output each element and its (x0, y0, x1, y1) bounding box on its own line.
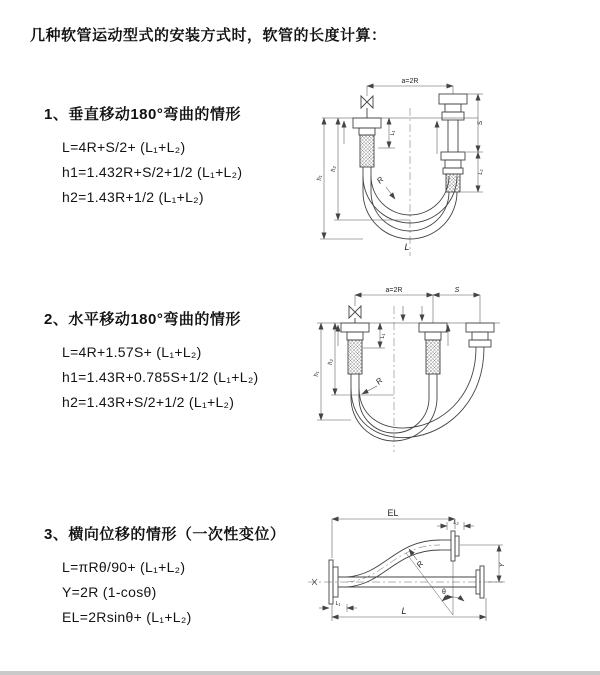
formula-y: Y=2R (1-cosθ) (62, 584, 157, 600)
middle-fitting (419, 323, 447, 332)
dim-label-s: S (477, 120, 484, 126)
section-1-heading: 1、垂直移动180°弯曲的情形 (44, 106, 241, 123)
section-1 (44, 103, 242, 210)
dim-label-r: R (414, 559, 426, 570)
dim-label-l1: L₁ (390, 130, 396, 136)
dim-label-h1: h₁ (314, 371, 320, 377)
right-fitting (466, 323, 494, 332)
page-bottom-edge (0, 671, 600, 675)
dim-label-l2: L₂ (453, 520, 459, 526)
section-2 (44, 308, 259, 415)
dim-label-h2: h₂ (331, 166, 337, 172)
angle-arc-right (453, 597, 464, 601)
document-title: 几种软管运动型式的安装方式时，软管的长度计算： (30, 27, 387, 44)
formula-h1: h1=1.432R+S/2+1/2 (L₁+L₂) (62, 164, 243, 180)
diagram-lateral-displacement (300, 505, 600, 650)
hose-drawing (317, 306, 500, 452)
diagram-horizontal-180-bend (305, 280, 600, 465)
formula-l: L=4R+S/2+ (L₁+L₂) (62, 139, 186, 155)
dim-label-l: L (404, 242, 410, 252)
section-3 (44, 523, 285, 630)
formula-l: L=4R+1.57S+ (L₁+L₂) (62, 344, 202, 360)
left-fitting (353, 118, 381, 128)
dim-label-theta: θ (442, 589, 446, 596)
formula-el: EL=2Rsinθ+ (L₁+L₂) (62, 609, 192, 625)
hose-drawing (322, 94, 478, 256)
dim-label-a2r: a=2R (401, 78, 419, 85)
dim-label-l1: L₁ (335, 601, 341, 607)
dimension-lines (319, 519, 503, 621)
formula-h1: h1=1.43R+0.785S+1/2 (L₁+L₂) (62, 369, 259, 385)
section-2-heading: 2、水平移动180°弯曲的情形 (44, 311, 241, 328)
angle-construction-radius (406, 553, 453, 615)
dim-label-l1: L₁ (380, 333, 386, 339)
dimension-lines (317, 295, 480, 420)
dim-label-el: EL (387, 508, 399, 518)
hose-drawing (308, 531, 505, 604)
curved-hose-top-wall (347, 540, 440, 577)
section-3-heading: 3、横向位移的情形（一次性变位） (44, 526, 286, 543)
diagram-vertical-180-bend (310, 70, 600, 260)
left-braid (348, 340, 362, 374)
valve-icon (349, 306, 361, 318)
dim-label-a2r: a=2R (385, 287, 403, 294)
right-lower-fitting (441, 152, 465, 160)
angle-arc-left (442, 597, 453, 601)
middle-braid (426, 340, 440, 374)
dim-label-s: S (454, 287, 460, 294)
dim-label-h2: h₂ (328, 359, 334, 365)
dim-label-r: R (374, 376, 385, 387)
dim-label-l: L (401, 606, 407, 616)
formula-h2: h2=1.43R+S/2+1/2 (L₁+L₂) (62, 394, 235, 410)
radius-leader (386, 187, 395, 199)
radius-leader (362, 386, 377, 394)
left-fitting (341, 323, 369, 332)
formula-h2: h2=1.43R+1/2 (L₁+L₂) (62, 189, 204, 205)
formula-l: L=πRθ/90+ (L₁+L₂) (62, 559, 186, 575)
dim-label-r: R (375, 175, 386, 186)
valve-icon (361, 96, 373, 108)
dim-label-l2: L₂ (478, 169, 484, 175)
top-flange (451, 531, 455, 561)
dim-label-y: Y (499, 562, 506, 568)
dimension-lines (320, 86, 483, 239)
left-braid (360, 135, 374, 167)
dim-label-h1: h₁ (317, 175, 323, 181)
right-upper-fitting (439, 94, 467, 104)
